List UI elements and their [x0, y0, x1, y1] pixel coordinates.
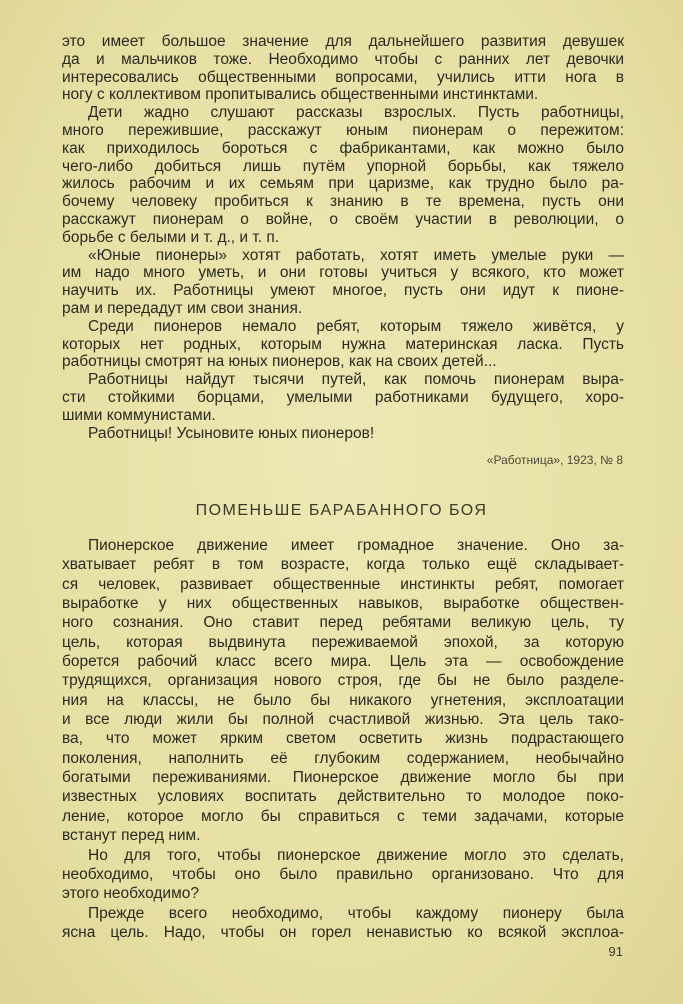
text-line: и все люди жили бы полной счастливой жизнью. Эта цель тако-: [62, 711, 624, 729]
text-line: им надо много уметь, и они готовы учиться у всякого, кто может: [62, 264, 624, 282]
text-line: Работницы найдут тысячи путей, как помочь пионерам выра-: [88, 371, 624, 389]
text-line: борьбе с белыми и т. д., и т. п.: [62, 228, 280, 246]
text-line: Среди пионеров немало ребят, которым тяжело живётся, у: [88, 317, 624, 335]
text-line: поколения, наполнить её глубоким содержанием, необычайно: [62, 749, 624, 767]
text-line: выработке у них общественных навыков, выработке обществен-: [62, 595, 624, 613]
text-line: ление, которое могло бы справиться с теми задачами, которые: [62, 807, 624, 825]
text-line: бочему человеку пробиться к знанию в те времена, пусть они: [62, 193, 624, 211]
article-body-text: [62, 536, 624, 942]
text-line: ногу с коллективом пропитывались общественными инстинктами.: [62, 86, 539, 104]
text-line: Дети жадно слушают рассказы взрослых. Пусть работницы,: [88, 104, 624, 122]
text-line: хватывает ребят в том возрасте, когда только ещё складывает-: [62, 556, 624, 574]
text-line: интересовались общественными вопросами, учились итти нога в: [62, 68, 624, 86]
text-line: как приходилось бороться с фабрикантами, как можно было: [62, 139, 624, 157]
text-line: трудящихся, организация нового строя, где бы не было разделе-: [62, 672, 624, 690]
text-line: шими коммунистами.: [62, 406, 216, 424]
text-line: Но для того, чтобы пионерское движение могло это сделать,: [88, 846, 624, 864]
text-line: работницы смотрят на юных пионеров, как на своих детей...: [62, 353, 497, 371]
text-line: ясна цель. Надо, чтобы он горел ненавистью ко всякой эксплоа-: [62, 923, 624, 941]
page-number: 91: [608, 944, 623, 959]
text-line: много пережившие, расскажут юным пионерам о пережитом:: [62, 121, 624, 139]
article-title: ПОМЕНЬШЕ БАРАБАННОГО БОЯ: [195, 502, 488, 519]
text-line: жилось рабочим и их семьям при царизме, как трудно было ра-: [62, 175, 624, 193]
text-line: Работницы! Усыновите юных пионеров!: [88, 424, 375, 442]
source-citation: «Работница», 1923, № 8: [486, 453, 623, 467]
text-line: встанут перед ним.: [62, 827, 201, 845]
article-continuation-text: [62, 33, 624, 442]
text-line: борется рабочий класс всего мира. Цель эта — освобождение: [62, 653, 624, 671]
text-line: научить их. Работницы умеют многое, пусть они идут к пионе-: [62, 282, 624, 300]
text-line: сти стойкими борцами, умелыми работниками будущего, хоро-: [62, 388, 624, 406]
text-line: расскажут пионерам о войне, о своём участии в революции, о: [62, 210, 624, 228]
text-line: необходимо, чтобы оно было правильно организовано. Что для: [62, 865, 624, 883]
text-line: это имеет большое значение для дальнейшего развития девушек: [62, 33, 624, 50]
text-line: «Юные пионеры» хотят работать, хотят иметь умелые руки —: [88, 246, 624, 264]
text-line: известных условиях воспитать действительно то молодое поко-: [62, 788, 624, 806]
text-line: Пионерское движение имеет громадное значение. Оно за-: [88, 537, 624, 554]
text-line: ся человек, развивает общественные инстинкты ребят, помогает: [62, 575, 624, 593]
text-line: рам и передадут им свои знания.: [62, 299, 303, 317]
text-line: ния на классы, не было бы никакого угнетения, эксплоатации: [62, 691, 624, 709]
text-line: чего-либо добиться лишь путём упорной борьбы, как тяжело: [62, 157, 624, 175]
text-line: Прежде всего необходимо, чтобы каждому пионеру была: [88, 904, 624, 922]
text-line: цель, которая выдвинута переживаемой эпохой, за которую: [62, 633, 624, 651]
text-line: да и мальчиков тоже. Необходимо чтобы с ранних лет девочки: [62, 50, 624, 68]
text-line: богатыми переживаниями. Пионерское движение могло бы при: [62, 769, 624, 787]
text-line: которых нет родных, которым нужна материнская ласка. Пусть: [62, 335, 624, 353]
text-line: этого необходимо?: [62, 885, 199, 903]
text-line: ва, что может ярким светом осветить жизнь подрастающего: [62, 730, 624, 748]
text-line: ного сознания. Оно ставит перед ребятами великую цель, ту: [62, 614, 624, 632]
